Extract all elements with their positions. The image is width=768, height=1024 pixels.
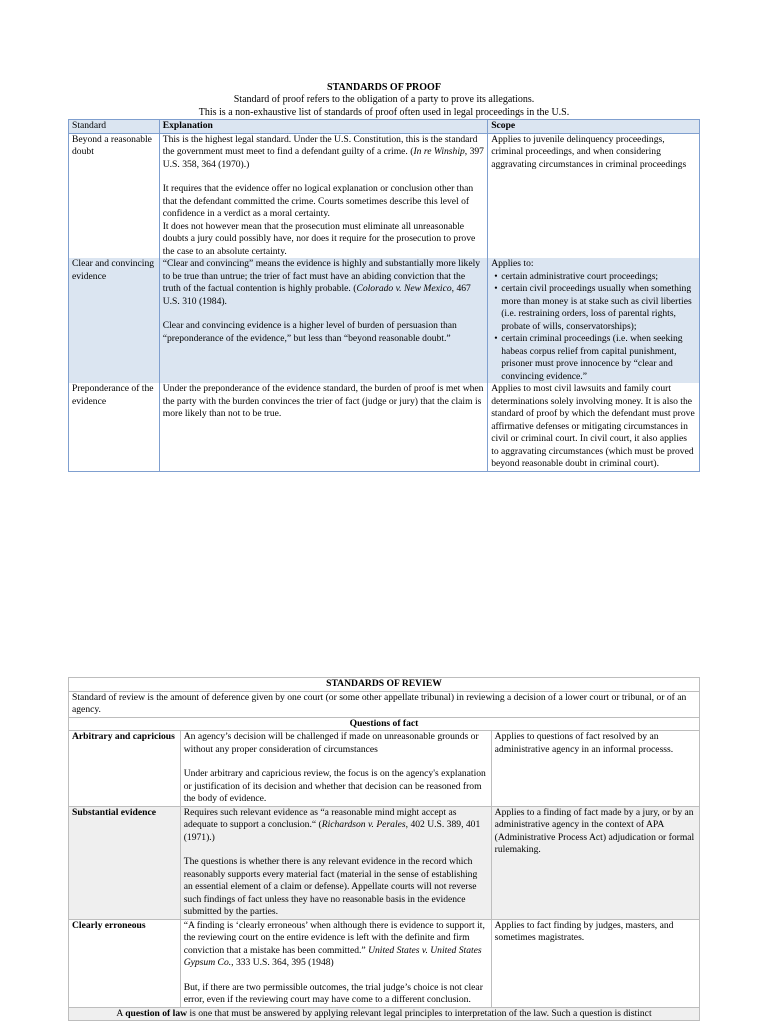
section-heading: Questions of fact	[69, 717, 700, 731]
review-standard-name: Substantial evidence	[69, 806, 181, 919]
footer-row	[69, 1007, 700, 1021]
scope-cell: Applies to juvenile delinquency proceedings, criminal proceedings, and when considering aggravating circumstances in criminal proceedings	[488, 133, 700, 258]
explanation-paragraph: It requires that the evidence offer no logical explanation or conclusion other than that the defendant committed the crime. Courts sometimes describe this level of confidence in a verdict as a moral certainty.	[162, 183, 474, 219]
case-citation: United States v. United States Gypsum Co.	[183, 944, 482, 968]
description-paragraph: Requires such relevant evidence as “a reasonable mind might accept as adequate to support a conclusion.“ (Richardson v. Perales, 402 U.S. 389, 401 (1971).)	[183, 806, 481, 843]
explanation-paragraph: This is the highest legal standard. Under the U.S. Constitution, this is the standard the government must meet to find a defendant guilty of a crime. (In re Winship, 397 U.S. 358, 364 (1970).)	[162, 133, 484, 170]
description-paragraph: An agency’s decision will be challenged if made on unreasonable grounds or without any proper consideration of circumstances	[183, 731, 479, 755]
question-of-law-text: A question of law is one that must be answered by applying relevant legal principles to interpretation of the law. Such a question is distinct	[69, 1007, 700, 1021]
description-paragraph: “A finding is ‘clearly erroneous’ when although there is evidence to support it, the reviewing court on the entire evidence is left with the definite and firm conviction that a mistake has been committed.” United States v. United States Gypsum Co., 333 U.S. 364, 395 (1948)	[183, 919, 485, 968]
table-header-row	[69, 120, 700, 134]
standard-cell: Preponderance of the evidence	[69, 383, 160, 471]
list-item: • certain civil proceedings usually when something more than money is at stake such as civil liberties (i.e. restraining orders, loss of parental rights, probate of wills, conservatorships);	[491, 283, 696, 333]
review-standard-name: Clearly erroneous	[69, 919, 181, 1007]
review-description-cell	[180, 919, 491, 1007]
review-intro-row	[69, 691, 700, 717]
scope-list	[491, 271, 696, 384]
header-scope: Scope	[488, 120, 700, 134]
header-standard: Standard	[69, 120, 160, 134]
proof-title: STANDARDS OF PROOF	[327, 82, 441, 93]
section-row	[69, 717, 700, 731]
review-intro: Standard of review is the amount of deference given by one court (or some other appellate tribunal) in reviewing a decision of a lower court or tribunal, or of an agency.	[69, 691, 700, 717]
case-citation: In re Winship	[413, 146, 465, 157]
list-item: • certain administrative court proceedings;	[491, 271, 696, 284]
question-of-law-term: question of law	[125, 1007, 188, 1019]
review-description-cell	[180, 806, 491, 919]
header-explanation: Explanation	[159, 120, 487, 134]
scope-cell: Applies to most civil lawsuits and family court determinations solely involving money. It is also the standard of proof by which the defendant must prove affirmative defenses or mitigating circumstances in civil or criminal court. In civil court, it also applies to aggravating circumstances (which must be proved beyond reasonable doubt in criminal court).	[488, 383, 700, 471]
explanation-cell: Under the preponderance of the evidence standard, the burden of proof is met when the party with the burden convinces the trier of fact (judge or jury) that the claim is more likely than not to be true.	[159, 383, 487, 471]
table-row	[69, 806, 700, 919]
table-row	[69, 258, 700, 383]
table-row	[69, 919, 700, 1007]
case-citation: Richardson v. Perales	[321, 819, 406, 830]
review-scope-cell: Applies to a finding of fact made by a jury, or by an administrative agency in the context of APA (Administrative Process Act) adjudication or formal rulemaking.	[491, 806, 699, 919]
standard-cell: Beyond a reasonable doubt	[69, 133, 160, 258]
standards-of-review-table	[68, 677, 700, 1021]
explanation-paragraph: Clear and convincing evidence is a higher level of burden of persuasion than “preponderance of the evidence,” but less than “beyond reasonable doubt.”	[162, 320, 457, 344]
explanation-cell	[159, 258, 487, 383]
review-scope-cell: Applies to questions of fact resolved by an administrative agency in an informal processs.	[491, 731, 699, 807]
description-paragraph: Under arbitrary and capricious review, the focus is on the agency's explanation or justification of its decision and whether that decision can be reasoned from the body of evidence.	[183, 768, 486, 804]
proof-subtitle-1: Standard of proof refers to the obligation of a party to prove its allegations.	[233, 94, 535, 106]
case-citation: Colorado v. New Mexico	[356, 283, 452, 294]
table-row	[69, 731, 700, 807]
review-standard-name: Arbitrary and capricious	[69, 731, 181, 807]
explanation-cell	[159, 133, 487, 258]
description-paragraph: But, if there are two permissible outcomes, the trial judge’s choice is not clear error, even if the reviewing court may have come to a different conclusion.	[183, 981, 483, 1005]
scope-cell	[488, 258, 700, 383]
review-description-cell	[180, 731, 491, 807]
table-row	[69, 133, 700, 258]
review-title-row	[69, 678, 700, 692]
review-scope-cell: Applies to fact finding by judges, masters, and sometimes magistrates.	[491, 919, 699, 1007]
standard-cell: Clear and convincing evidence	[69, 258, 160, 383]
list-item: • certain criminal proceedings (i.e. when seeking habeas corpus relief from capital punishment, prisoner must prove innocence by “clear and convincing evidence.”	[491, 333, 696, 383]
explanation-paragraph: “Clear and convincing” means the evidence is highly and substantially more likely to be true than untrue; the trier of fact must have an abiding conviction that the truth of the factual contention is highly probable. (Colorado v. New Mexico, 467 U.S. 310 (1984).	[162, 258, 481, 307]
standards-of-proof-table	[68, 119, 700, 472]
proof-heading-block	[68, 82, 700, 119]
review-title: STANDARDS OF REVIEW	[69, 678, 700, 692]
explanation-paragraph: It does not however mean that the prosecution must eliminate all unreasonable doubts a jury could possibly have, nor does it require for the prosecution to prove the case to an absolute certainty.	[162, 220, 476, 257]
proof-subtitle-2: This is a non-exhaustive list of standards of proof often used in legal proceedings in the U.S.	[198, 106, 570, 118]
table-row	[69, 383, 700, 471]
scope-intro: Applies to:	[491, 258, 534, 269]
description-paragraph: The questions is whether there is any relevant evidence in the record which reasonably supports every material fact (material in the sense of establishing an essential element of a claim or defense). Appellate courts will not reverse such findings of fact unless they have no reasonable basis in the evidence submitted by the parties.	[183, 856, 478, 917]
